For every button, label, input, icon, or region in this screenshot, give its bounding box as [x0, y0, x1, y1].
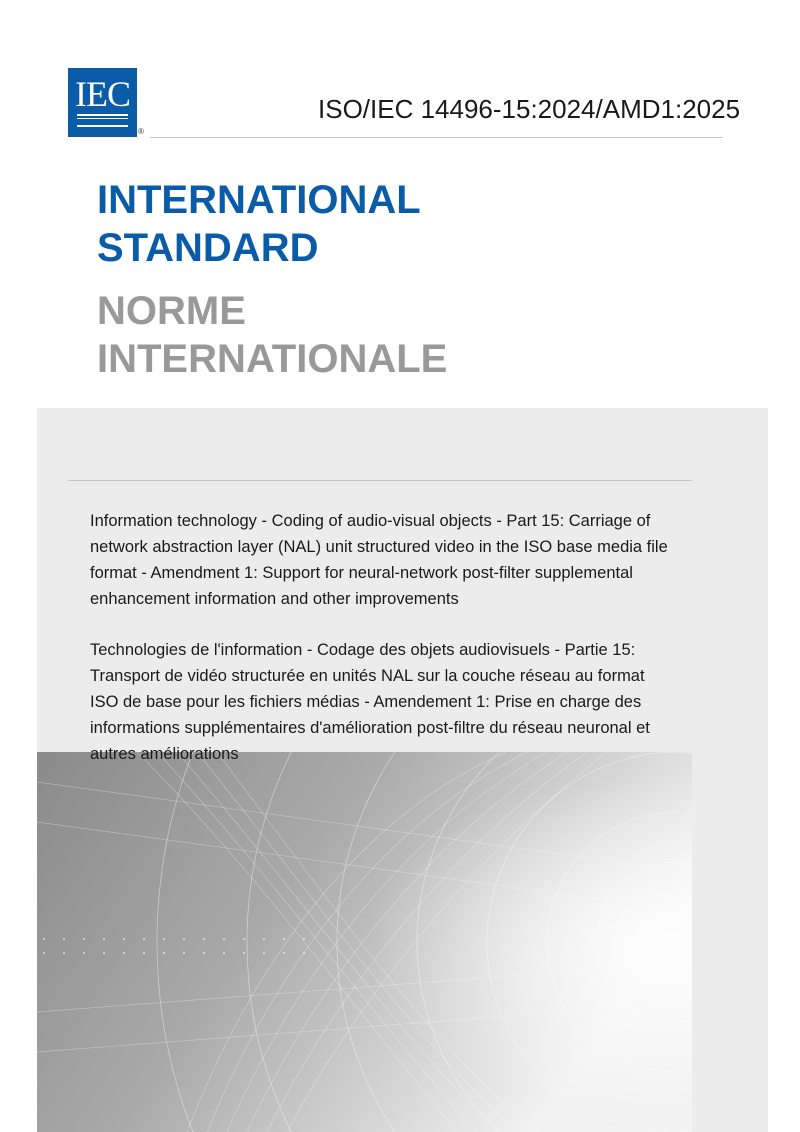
iec-logo	[68, 68, 137, 137]
title-french-line1: NORME	[97, 289, 246, 333]
registered-mark: ®	[138, 127, 144, 136]
title-english-line2: STANDARD	[97, 226, 319, 270]
title-english	[97, 176, 421, 272]
description-english: Information technology - Coding of audio-visual objects - Part 15: Carriage of network abstraction layer (NAL) unit structured video in the ISO base media file format - Amendment 1: Support for neural-network post-filter supplemental enhancement information and other improvements	[90, 512, 668, 608]
logo-lines-icon	[77, 114, 128, 127]
header-divider	[150, 137, 723, 138]
logo-text: IEC	[75, 74, 130, 114]
document-reference: ISO/IEC 14496-15:2024/AMD1:2025	[318, 94, 741, 124]
title-french-line2: INTERNATIONALE	[97, 337, 448, 381]
description-french: Technologies de l'information - Codage des objets audiovisuels - Partie 15: Transport de vidéo structurée en unités NAL sur la couche réseau au format ISO de base pour les fichiers médias - Amendement 1: Prise en charge des informations supplémentaires d'amélioration post-filtre du réseau neuronal et autres améliorations	[90, 641, 650, 763]
panel-divider	[68, 480, 692, 481]
cover-artwork	[37, 752, 692, 1132]
title-french	[97, 287, 447, 383]
title-english-line1: INTERNATIONAL	[97, 178, 421, 222]
